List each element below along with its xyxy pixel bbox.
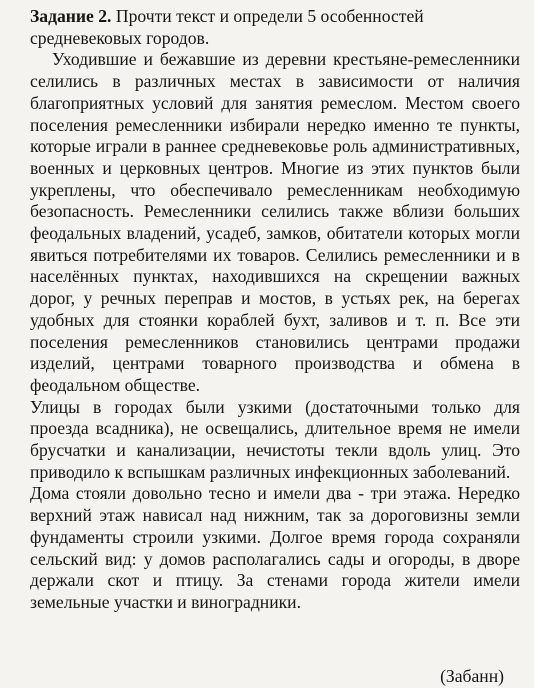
- task-label: Задание 2.: [30, 6, 112, 26]
- task-instruction: Прочти текст и определи 5 особенностей средневековых городов.: [30, 6, 424, 48]
- task-header: [30, 6, 520, 49]
- paragraph-houses: Дома стояли довольно тесно и имели два - три этажа. Нередко верхний этаж нависал над нижним, так за дороговизны земли фундаменты строили узкими. Долгое время города сохраняли сельский вид: у домов располагались сады и огороды, в дворе держали скот и птицу. За стенами города жители имели земельные участки и виноградники.: [30, 483, 520, 612]
- paragraph-streets: Улицы в городах были узкими (достаточными только для проезда всадника), не освещались, длительное время не имели брусчатки и канализации, нечистоты текли вдоль улиц. Это приводило к вспышкам различных инфекционных заболеваний.: [30, 396, 520, 482]
- cut-off-footer-text: (Забанн): [440, 666, 504, 687]
- paragraph-craftsmen-settlement: Уходившие и бежавшие из деревни крестьяне-ремесленники селились в различных местах в зависимости от наличия благоприятных условий для занятия ремеслом. Местом своего поселения ремесленники избирали нередко именно те пункты, которые играли в раннее средневековье роль административных, военных и церковных центров. Многие из этих пунктов были укреплены, что обеспечивало ремесленникам необходимую безопасность. Ремесленники селились также вблизи больших феодальных владений, усадеб, замков, обитатели которых могли явиться потребителями их товаров. Селились ремесленники и в населённых пунктах, находившихся на скрещении важных дорог, у речных переправ и мостов, в устьях рек, на берегах удобных для стоянки кораблей бухт, заливов и т. п. Все эти поселения ремесленников становились центрами продажи изделий, центрами товарного производства и обмена в феодальном обществе.: [30, 49, 520, 395]
